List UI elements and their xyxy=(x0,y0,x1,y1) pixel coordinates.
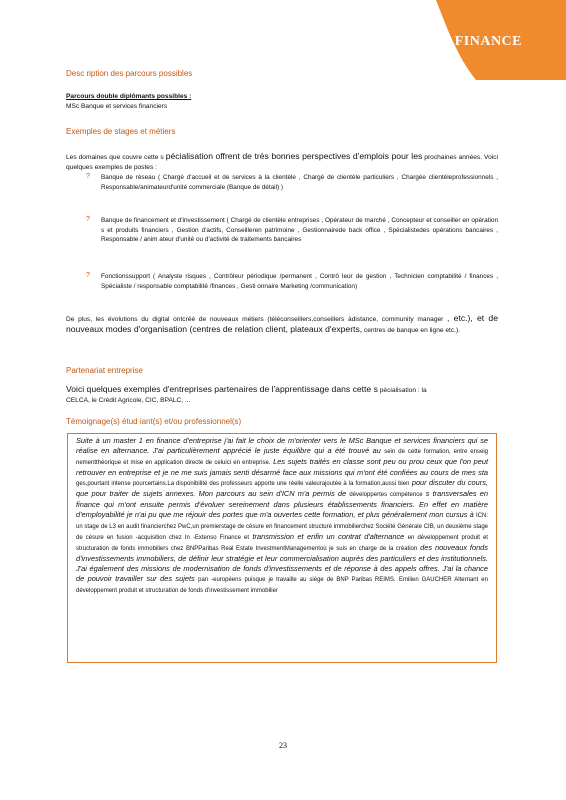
testimony-p1: Suite à un master 1 en finance d'entreprise j'ai fait le choix de m'orienter vers le MSc Banque et services financiers qui se réalise en alternance. J'ai particulièrement apprécié le juste équilibre qui a été trouvé au xyxy=(76,436,488,455)
section-partners-heading: Partenariat entreprise xyxy=(66,366,143,375)
testimony-p2: Les sujets traités en classe sont peu ou prou ceux que l'on peut retrouver en entreprise et je ne me suis jamais senti désarmé face aux missions qui m'ont été confiées au cours de mes sta xyxy=(76,457,488,477)
partners-intro-small: pécialisation : la xyxy=(379,387,427,394)
bullet-mark: ? xyxy=(86,272,90,279)
evolutions-tail: centres de banque en ligne etc.). xyxy=(363,326,461,334)
testimony-signature: Emilien GAUCHER Alternant en développement produit et structuration de fonds d'investissement immobilier xyxy=(76,577,488,594)
evolutions-small: De plus, les évolutions du digital ontcréé de nouveaux métiers (téléconseillers,conseillers àdistance, community manager xyxy=(66,316,444,323)
banner-title: FINANCE xyxy=(454,34,522,49)
evolutions-paragraph xyxy=(66,314,498,335)
bullet-text-support: Fonctionssupport ( Analyste risques , Contrôleur périodique /permanent , Contrô leur de gestion , Technicien comptabilité / finances , Spécialiste / responsable comptabilité /finances , Gesti onnaire Marketing /communication) xyxy=(101,273,498,290)
page-number: 23 xyxy=(279,741,287,750)
partners-list: CELCA, le Crédit Agricole, CIC, BPALC, ... xyxy=(66,396,191,404)
domains-intro-2: prochaines années. Voici quelques exemples de postes : xyxy=(66,154,498,171)
section-description-heading: Desc ription des parcours possibles xyxy=(66,69,193,78)
partners-intro-big: Voici quelques exemples d'entreprises partenaires de l'apprentissage dans cette s xyxy=(66,384,378,394)
parcours-heading xyxy=(66,92,498,102)
section-examples-heading: Exemples de stages et métiers xyxy=(66,127,176,136)
evolutions-big: , etc.), et de nouveaux modes d'organisation (centres de relation client, plateaux d'experts, xyxy=(66,313,498,334)
domains-intro xyxy=(66,152,498,172)
testimony-p5: des nouveaux fonds d'investissements immobiliers, de définir leur stratégie et leur commercialisation auprès des particuliers et des institutionnels. J'ai également des missions de modernisation de fonds d'investissements et de réponse à des appels offres. J'ai la chance de pouvoir travailler sur des sujets xyxy=(76,543,488,583)
testimony-p4-small: en développement produit et structuration de fonds immobiliers chez BNPParibas Real Estate InvestmentManagementoù je suis en charge de la création xyxy=(76,535,488,552)
bullet-text-reseau: Banque de réseau ( Chargé d'accueil et de services à la clientèle , Chargé de clientèle particuliers , Chargée clientèleprofessionnels , Responsable/animateurd'unité commerciale (Banque de détail) ) xyxy=(101,174,498,191)
parcours-line: MSc Banque et services financiers xyxy=(66,103,168,110)
testimony-p3: pour discuter du cours, que pour traiter de sujets annexes. Mon parcours au sein d'ICN m'a permis de xyxy=(76,478,488,498)
section-testimony-heading: Témoignage(s) étud iant(s) et/ou professionnel(s) xyxy=(66,417,242,426)
domains-intro-small: Les domaines que couvre cette s xyxy=(66,154,164,161)
testimony-text xyxy=(76,436,488,596)
testimony-p5-small: pan -européens puisque je travaille au siège de BNP Paribas REIMS. xyxy=(198,577,396,583)
bullet-mark: ? xyxy=(86,173,90,180)
bullet-mark: ? xyxy=(86,216,90,223)
parcours-heading-text: Parcours double diplômants possibles : xyxy=(66,93,192,100)
testimony-p1-small: sein de cette formation, entre enseig nementthéorique et mise en application directe de celuici en entreprise. xyxy=(76,449,488,466)
domains-intro-big: pécialisation offrent de très bonnes perspectives d'emplois pour les xyxy=(165,151,423,161)
bullet-text-financement: Banque de financement et d'investissement ( Chargé de clientèle entreprises , Opérateur de marché , Concepteur et conseiller en opération s et produits financiers , Gestion d'actifs, Conseilleren patrimoine , Gestionnairede back office , Spécialistedes opérations bancaires , Responsable / anim ateur d'unité ou d'activité de traitements bancaires xyxy=(101,217,498,243)
partners-paragraph xyxy=(66,385,498,405)
testimony-p3b-small: ICN: un stage de L3 en audit financierchez PwC,un premierstage de césure en financement structuré immobilierchez Société Générale CIB, un deuxième stage de césure en fusion -acquisition chez In -Extenso Finance et xyxy=(76,513,489,541)
testimony-p3b: s transversales en finance qui m'ont ensuite permis d'évoluer sereinement dans plusieurs établissements financiers. En effet en matière d'employabilité je n'ai pu que me réjouir des portes que m'a ouvertes cette formation, et plus généralement mon cursus à xyxy=(76,489,488,519)
testimony-p2-small: ges,pourtant intense pourcertains.La disponibilité des professeurs apporte une réelle valeurajoutée à la formation,aussi bien xyxy=(76,481,410,487)
testimony-p4: transmission et enfin un contrat d'alternance xyxy=(252,532,405,541)
testimony-p3-small: développertes compétence xyxy=(349,492,423,498)
